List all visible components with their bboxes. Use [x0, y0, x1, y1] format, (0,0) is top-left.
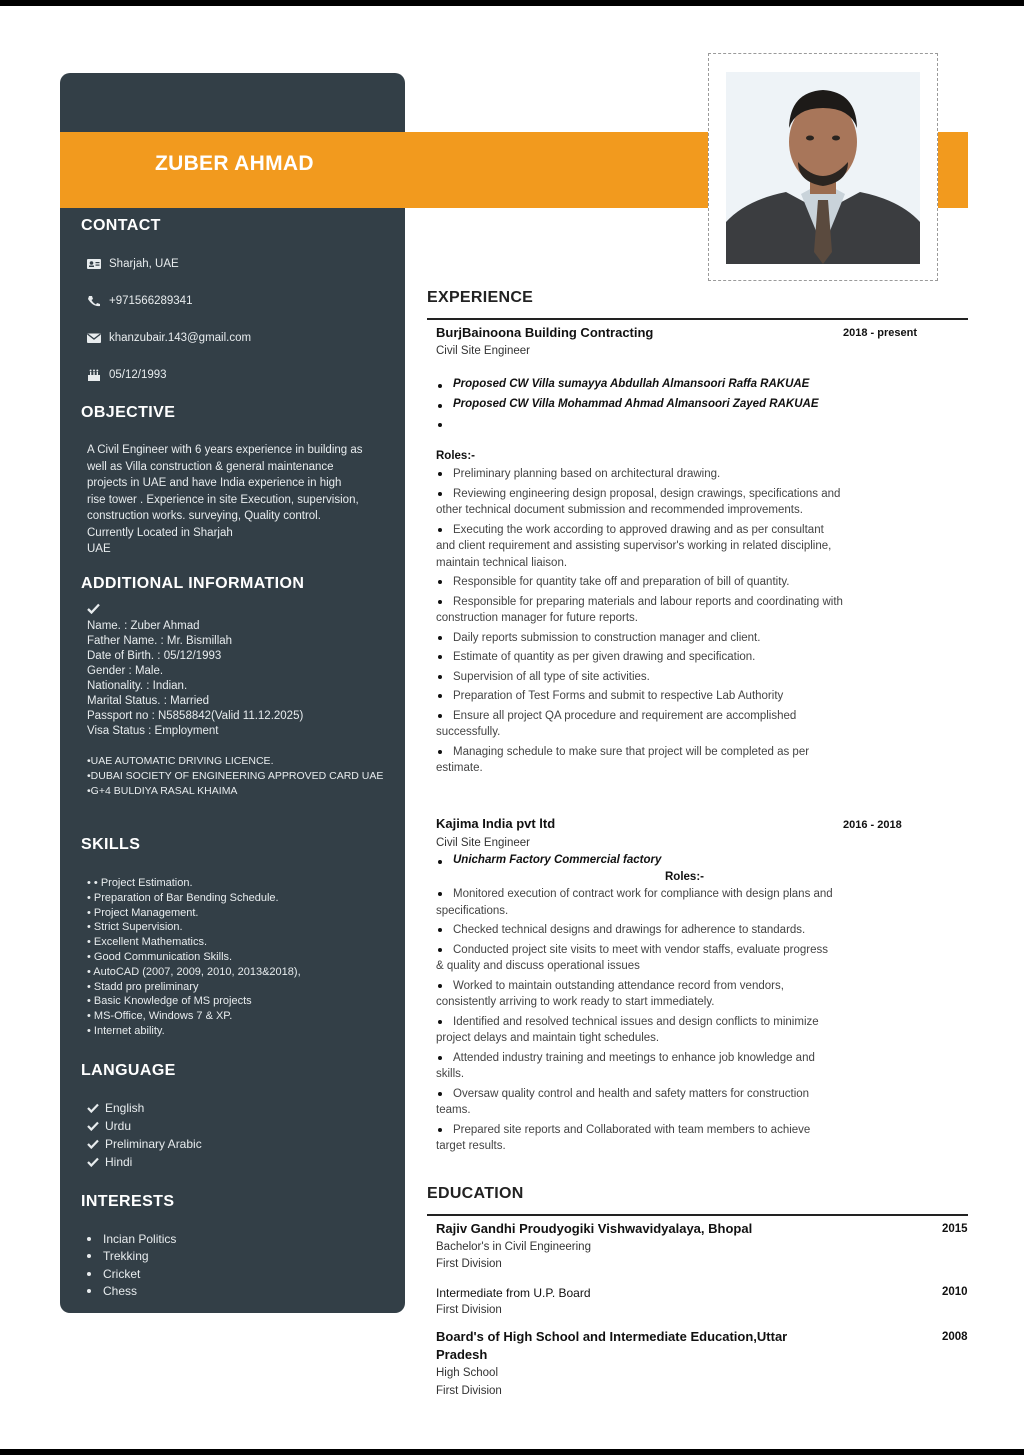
experience-divider — [427, 318, 968, 320]
edu-year: 2010 — [942, 1286, 968, 1298]
phone-text[interactable]: +971566289341 — [109, 295, 193, 307]
interests-heading: INTERESTS — [81, 1193, 175, 1210]
job-dates: 2016 - 2018 — [843, 819, 902, 831]
check-icon — [87, 603, 100, 614]
envelope-icon — [87, 332, 101, 344]
education-divider — [427, 1214, 968, 1216]
roles-label: Roles:- — [436, 450, 475, 462]
interest-label: Trekking — [103, 1249, 149, 1263]
language-item — [87, 1099, 202, 1117]
job-company: BurjBainoona Building Contracting — [436, 325, 654, 340]
objective-line: Currently Located in Sharjah — [87, 526, 233, 539]
edu-school: Board's of High School and Intermediate Education,Uttar Pradesh — [436, 1329, 788, 1362]
info-extra-item: •UAE AUTOMATIC DRIVING LICENCE. — [87, 755, 274, 767]
role-item: Supervision of all type of site activities. — [436, 669, 844, 686]
skill-item: • Excellent Mathematics. — [87, 936, 208, 949]
skills-list — [87, 876, 301, 1039]
language-item — [87, 1135, 202, 1153]
skill-item: • Stadd pro preliminary — [87, 980, 199, 993]
info-nationality: Nationality. : Indian. — [87, 680, 188, 692]
info-gender: Gender : Male. — [87, 665, 164, 677]
job-dates: 2018 - present — [843, 327, 917, 339]
language-label: English — [105, 1100, 145, 1115]
skill-item: • Preparation of Bar Bending Schedule. — [87, 891, 279, 904]
info-extra-item: •G+4 BULDIYA RASAL KHAIMA — [87, 785, 238, 797]
role-item: Ensure all project QA procedure and requirement are accomplished successfully. — [436, 708, 844, 741]
objective-line: A Civil Engineer with 6 years experience in building as — [87, 444, 363, 456]
objective-line: construction works. surveying, Quality control. — [87, 510, 321, 522]
language-heading: LANGUAGE — [81, 1062, 176, 1079]
edu-year: 2015 — [942, 1223, 968, 1235]
language-item — [87, 1153, 202, 1171]
objective-text — [87, 442, 363, 558]
additional-extra-list — [87, 754, 383, 799]
info-father-name: Father Name. : Mr. Bismillah — [87, 635, 233, 647]
job-roles — [436, 466, 844, 780]
additional-info-list — [87, 619, 303, 739]
job-projects — [436, 854, 661, 874]
job-roles — [436, 886, 836, 1158]
interest-item — [87, 1248, 176, 1266]
contact-dob — [87, 369, 167, 381]
project-item — [436, 417, 819, 437]
role-item: Prepared site reports and Collaborated with team members to achieve target results. — [436, 1122, 836, 1155]
skill-item: • Project Management. — [87, 906, 199, 919]
skill-item: • Good Communication Skills. — [87, 950, 233, 963]
objective-line: UAE — [87, 543, 111, 555]
language-label: Preliminary Arabic — [105, 1136, 202, 1151]
check-icon — [87, 1121, 99, 1131]
objective-line: rise tower . Experience in site Execution, supervision, — [87, 493, 359, 506]
info-marital-status: Marital Status. : Married — [87, 695, 210, 707]
role-item: Conducted project site visits to meet with vendor staffs, evaluate progress & quality and discuss operational issues — [436, 942, 836, 975]
role-item: Identified and resolved technical issues and design conflicts to minimize project delays and maintain tight schedules. — [436, 1014, 836, 1047]
additional-check — [87, 603, 100, 620]
interest-label: Incian Politics — [103, 1231, 177, 1246]
roles-label: Roles:- — [665, 871, 704, 883]
candidate-name: ZUBER AHMAD — [155, 152, 314, 175]
skill-item: • Strict Supervision. — [87, 921, 183, 934]
role-item: Reviewing engineering design proposal, design crawings, specifications and other technical document submission and recommended improvements. — [436, 486, 844, 519]
id-card-icon — [87, 258, 101, 270]
skill-item: • Basic Knowledge of MS projects — [87, 995, 252, 1008]
role-item: Monitored execution of contract work for compliance with design plans and specifications. — [436, 886, 836, 919]
dob-text: 05/12/1993 — [109, 369, 167, 381]
role-item: Checked technical designs and drawings for adherence to standards. — [436, 922, 836, 939]
skill-item: • • Project Estimation. — [87, 877, 193, 889]
language-list — [87, 1099, 202, 1171]
interest-item — [87, 1283, 176, 1301]
contact-heading: CONTACT — [81, 217, 161, 234]
job-company: Kajima India pvt ltd — [436, 816, 556, 831]
edu-school: Rajiv Gandhi Proudyogiki Vishwavidyalaya, Bhopal — [436, 1221, 753, 1236]
interests-list — [87, 1230, 176, 1300]
info-dob: Date of Birth. : 05/12/1993 — [87, 650, 222, 662]
edu-degree: High School — [436, 1367, 499, 1379]
experience-heading: EXPERIENCE — [427, 289, 534, 306]
project-item: Proposed CW Villa sumayya Abdullah Almansoori Raffa RAKUAE — [436, 378, 819, 398]
contact-email — [87, 332, 251, 344]
role-item: Attended industry training and meetings to enhance job knowledge and skills. — [436, 1050, 836, 1083]
role-item: Estimate of quantity as per given drawing and specification. — [436, 649, 844, 666]
role-item: Worked to maintain outstanding attendance record from vendors, consistently arriving to work ready to start immediately. — [436, 978, 836, 1011]
info-extra-item: •DUBAI SOCIETY OF ENGINEERING APPROVED CARD UAE — [87, 770, 384, 782]
language-label: Hindi — [105, 1154, 133, 1169]
education-heading: EDUCATION — [427, 1185, 524, 1202]
language-label: Urdu — [105, 1118, 132, 1133]
job-role: Civil Site Engineer — [436, 345, 530, 357]
birthday-cake-icon — [87, 369, 101, 381]
phone-icon — [87, 295, 101, 307]
edu-degree: Bachelor's in Civil Engineering — [436, 1241, 591, 1253]
role-item: Preliminary planning based on architectural drawing. — [436, 466, 844, 483]
objective-line: projects in UAE and have India experience in high — [87, 477, 342, 489]
role-item: Responsible for preparing materials and labour reports and coordinating with construction manager for future reports. — [436, 594, 844, 627]
info-passport: Passport no : N5858842(Valid 11.12.2025) — [87, 710, 304, 722]
top-edge — [0, 0, 1024, 6]
edu-grade: First Division — [436, 1304, 502, 1316]
profile-photo — [726, 72, 920, 264]
job-role: Civil Site Engineer — [436, 837, 530, 849]
info-name: Name. : Zuber Ahmad — [87, 620, 200, 632]
job-projects — [436, 378, 819, 437]
interest-label: Chess — [103, 1284, 138, 1298]
check-icon — [87, 1103, 99, 1113]
role-item: Daily reports submission to construction manager and client. — [436, 630, 844, 647]
interest-label: Cricket — [103, 1266, 141, 1281]
check-icon — [87, 1139, 99, 1149]
interest-item — [87, 1230, 176, 1248]
role-item: Executing the work according to approved drawing and as per consultant and client requirement and assisting supervisor's working in related discipline, maintain technical liaison. — [436, 522, 844, 572]
edu-school: Intermediate from U.P. Board — [436, 1286, 591, 1300]
objective-heading: OBJECTIVE — [81, 404, 176, 421]
location-text: Sharjah, UAE — [109, 258, 179, 270]
role-item: Managing schedule to make sure that project will be completed as per estimate. — [436, 744, 844, 777]
skills-heading: SKILLS — [81, 836, 141, 853]
role-item: Responsible for quantity take off and preparation of bill of quantity. — [436, 574, 844, 591]
role-item: Preparation of Test Forms and submit to respective Lab Authority — [436, 688, 844, 705]
check-icon — [87, 1157, 99, 1167]
project-item: Unicharm Factory Commercial factory — [436, 854, 661, 874]
objective-line: well as Villa construction & general maintenance — [87, 460, 334, 473]
language-item — [87, 1117, 202, 1135]
project-item: Proposed CW Villa Mohammad Ahmad Almansoori Zayed RAKUAE — [436, 398, 819, 418]
info-visa-status: Visa Status : Employment — [87, 725, 219, 737]
contact-location — [87, 258, 179, 270]
email-link[interactable]: khanzubair.143@gmail.com — [109, 332, 252, 344]
contact-phone — [87, 295, 192, 307]
skill-item: • Internet ability. — [87, 1024, 165, 1037]
role-item: Oversaw quality control and health and safety matters for construction teams. — [436, 1086, 836, 1119]
skill-item: • MS-Office, Windows 7 & XP. — [87, 1010, 233, 1023]
additional-info-heading: ADDITIONAL INFORMATION — [81, 575, 305, 592]
skill-item: • AutoCAD (2007, 2009, 2010, 2013&2018), — [87, 965, 301, 978]
edu-year: 2008 — [942, 1331, 968, 1343]
edu-grade: First Division — [436, 1385, 502, 1397]
bottom-edge — [0, 1449, 1024, 1455]
interest-item — [87, 1265, 176, 1283]
edu-grade: First Division — [436, 1258, 502, 1270]
